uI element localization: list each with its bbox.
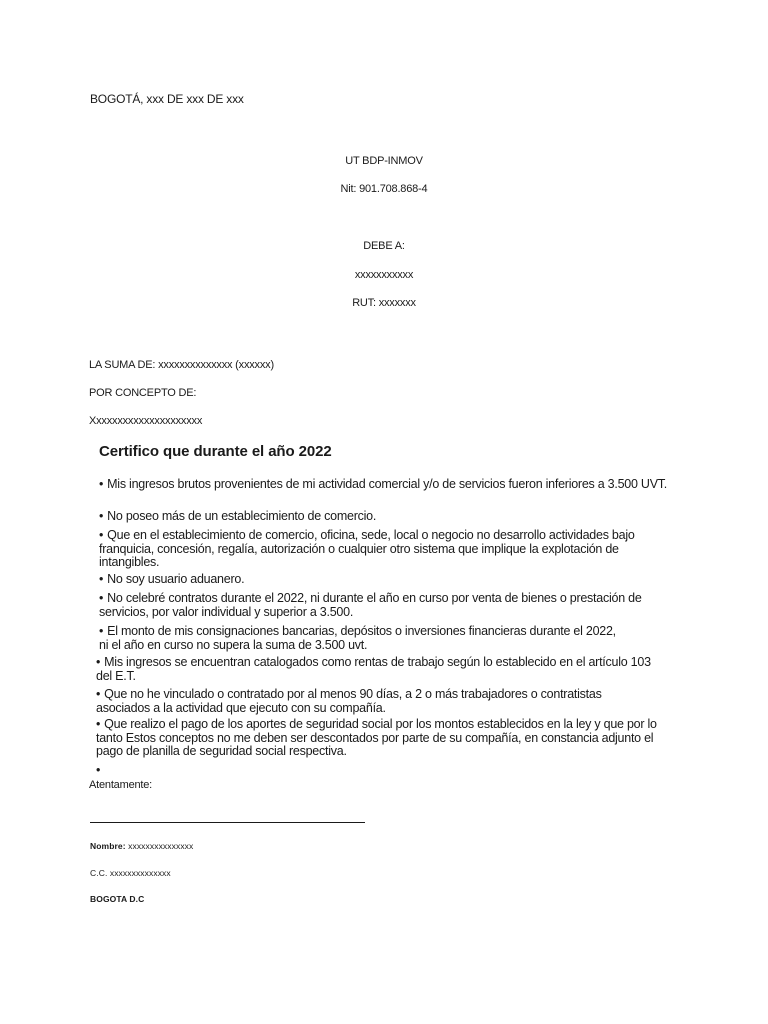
list-item: • No celebré contratos durante el 2022, ni durante el año en curso por venta de bienes o prestación de servicios, por valor individual y superior a 3.500. bbox=[99, 591, 642, 619]
sum-line: LA SUMA DE: xxxxxxxxxxxxxx (xxxxxx) bbox=[89, 359, 274, 371]
bullet-icon: • bbox=[96, 655, 101, 669]
signer-name bbox=[90, 841, 193, 851]
company-name: UT BDP-INMOV bbox=[345, 155, 423, 167]
place-date: BOGOTÁ, xxx DE xxx DE xxx bbox=[90, 92, 244, 106]
list-item: • No soy usuario aduanero. bbox=[99, 572, 245, 586]
signer-city: BOGOTA D.C bbox=[90, 894, 145, 904]
bullet-icon: • bbox=[99, 572, 104, 586]
owes-label: DEBE A: bbox=[363, 240, 405, 252]
list-item: • El monto de mis consignaciones bancarias, depósitos o inversiones financieras durante el 2022, ni el año en curso no supera la suma de 3.500 uvt. bbox=[99, 624, 616, 652]
company-nit: Nit: 901.708.868-4 bbox=[340, 183, 428, 195]
bullet-icon: • bbox=[99, 591, 104, 605]
bullet-icon: • bbox=[99, 477, 104, 491]
bullet-icon: • bbox=[96, 687, 101, 701]
salutation: Atentamente: bbox=[89, 779, 153, 791]
signer-cc: C.C. xxxxxxxxxxxxxx bbox=[90, 868, 171, 878]
owes-name: xxxxxxxxxxx bbox=[354, 269, 414, 281]
concept-value: Xxxxxxxxxxxxxxxxxxxxx bbox=[89, 415, 203, 427]
signature-line bbox=[90, 822, 365, 823]
certification-heading: Certifico que durante el año 2022 bbox=[99, 443, 332, 460]
list-item: • Que realizo el pago de los aportes de seguridad social por los montos establecidos en la ley y que por lo tanto Estos conceptos no me deben ser descontados por parte de su compañía, en constancia adjunto el pago de planilla de seguridad social respectiva. bbox=[96, 717, 657, 758]
bullet-icon: • bbox=[96, 717, 101, 731]
owes-rut: RUT: xxxxxxx bbox=[352, 297, 416, 309]
concept-label: POR CONCEPTO DE: bbox=[89, 387, 197, 399]
list-item: • Mis ingresos brutos provenientes de mi actividad comercial y/o de servicios fueron inferiores a 3.500 UVT. bbox=[99, 477, 668, 491]
name-label: Nombre: bbox=[90, 841, 126, 851]
list-item bbox=[96, 764, 666, 778]
bullet-icon: • bbox=[96, 763, 101, 777]
bullet-icon: • bbox=[99, 624, 104, 638]
name-value: xxxxxxxxxxxxxxx bbox=[128, 841, 194, 851]
list-item: • Que no he vinculado o contratado por al menos 90 días, a 2 o más trabajadores o contratistas asociados a la actividad que ejecuto con su compañía. bbox=[96, 687, 602, 715]
list-item: • No poseo más de un establecimiento de comercio. bbox=[99, 509, 377, 523]
list-item: • Que en el establecimiento de comercio, oficina, sede, local o negocio no desarrollo actividades bajo franquicia, concesión, regalía, autorización o cualquier otro sistema que implique la explotación de intangibles. bbox=[99, 528, 635, 569]
list-item: • Mis ingresos se encuentran catalogados como rentas de trabajo según lo establecido en el artículo 103 del E.T. bbox=[96, 655, 651, 683]
bullet-icon: • bbox=[99, 509, 104, 523]
bullet-icon: • bbox=[99, 528, 104, 542]
